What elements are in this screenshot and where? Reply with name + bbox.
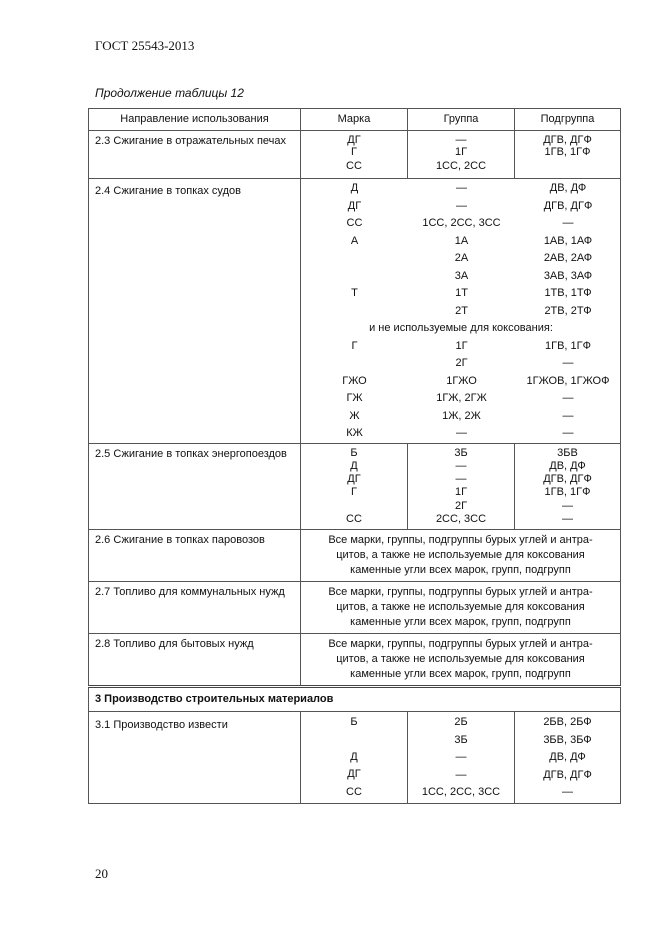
subgroup-value: — (562, 512, 573, 525)
col-header-direction: Направление использования (89, 109, 301, 131)
group-value: 1СС, 2СС (435, 160, 487, 172)
description-line: цитов, а также не используемые для коксования (336, 653, 585, 666)
direction-cell: 2.8 Топливо для бытовых нужд (89, 634, 301, 687)
subgroup-value: — (562, 499, 573, 512)
subgroup-cell (515, 712, 621, 804)
table-row-2-5 (89, 443, 621, 530)
merged-description-cell (301, 530, 621, 582)
page-number: 20 (95, 866, 108, 881)
mark-value (301, 355, 408, 373)
mark-value: А (350, 234, 359, 247)
mark-value (301, 268, 408, 286)
group-value: 3Б (454, 446, 468, 459)
direction-cell: 2.4 Сжигание в топках судов (89, 179, 301, 444)
mark-value: СС (346, 217, 363, 229)
mark-value: Г (351, 146, 357, 158)
group-value: 1Т (455, 287, 468, 299)
subgroup-value: 1ГВ, 1ГФ (545, 339, 591, 352)
subgroup-value (515, 158, 620, 175)
mark-value: Д (350, 750, 358, 763)
group-value: — (456, 199, 467, 212)
group-value: 2А (454, 252, 469, 264)
document-code: ГОСТ 25543-2013 (95, 38, 195, 53)
subgroup-value: ДВ, ДФ (549, 459, 586, 472)
mark-value: ДГ (347, 199, 362, 212)
subgroup-value: 2АВ, 2АФ (543, 252, 593, 264)
subgroup-cell (515, 443, 621, 530)
direction-cell: 2.5 Сжигание в топках энергопоездов (89, 443, 301, 530)
table-row-2-6 (89, 530, 621, 582)
merged-description-cell (301, 634, 621, 687)
subgroup-value: ДВ, ДФ (549, 182, 587, 194)
mark-value: Д (350, 459, 358, 472)
direction-cell: 3.1 Производство извести (89, 712, 301, 804)
description-line: каменные угли всех марок, групп, подгрупп (350, 564, 571, 577)
subgroup-value: 1АВ, 1АФ (543, 234, 593, 247)
mark-value (301, 250, 408, 268)
mark-value: Б (350, 716, 358, 729)
direction-cell: 2.3 Сжигание в отражательных печах (89, 131, 301, 179)
col-header-subgroup: Подгруппа (515, 109, 621, 131)
subgroup-value: ДГВ, ДГФ (543, 473, 592, 486)
group-value: 1А (454, 234, 469, 247)
group-value: 2Т (455, 304, 468, 317)
mark-cell (301, 131, 408, 179)
subgroup-value: ДГВ, ДГФ (543, 134, 592, 146)
subgroup-value: ДГВ, ДГФ (543, 768, 592, 781)
subgroup-value: 1ГВ, 1ГФ (544, 146, 591, 158)
subgroup-value: 1ГВ, 1ГФ (544, 486, 591, 499)
mark-value: Д (350, 182, 359, 194)
mark-value (301, 303, 408, 321)
merged-description-cell (301, 582, 621, 634)
mark-value: ГЖ (346, 392, 363, 404)
note-text: и не используемые для коксования: (369, 322, 553, 334)
group-value: 1Ж, 2Ж (442, 409, 481, 422)
coal-usage-table (88, 108, 621, 804)
mark-value: Г (351, 339, 358, 352)
description-line: каменные угли всех марок, групп, подгрупп (350, 616, 571, 629)
description-line: цитов, а также не используемые для коксования (336, 601, 585, 614)
subgroup-value: — (562, 409, 574, 422)
mark-value (301, 732, 407, 749)
table-row-2-7 (89, 582, 621, 634)
values-block (301, 179, 621, 444)
col-header-group: Группа (408, 109, 515, 131)
group-value: — (455, 751, 467, 764)
group-value: 2Б (454, 716, 468, 729)
subgroup-cell (515, 131, 621, 179)
mark-value: ДГ (347, 768, 361, 781)
mark-value: СС (346, 785, 362, 798)
direction-cell: 2.6 Сжигание в топках паровозов (89, 530, 301, 582)
group-value: 2СС, 3СС (435, 512, 487, 525)
subgroup-value: ДГВ, ДГФ (543, 199, 593, 212)
subgroup-value: — (562, 357, 574, 369)
mark-value: Т (351, 287, 358, 299)
subgroup-value: 2ТВ, 2ТФ (544, 304, 592, 317)
mark-value: ДГ (347, 473, 361, 486)
mark-value: СС (346, 160, 362, 172)
description-line: Все марки, группы, подгруппы бурых углей и антра- (328, 534, 593, 547)
group-value: 2Г (454, 499, 468, 512)
section-heading: 3 Производство строительных материалов (89, 687, 621, 712)
description-line: цитов, а также не используемые для коксования (336, 549, 585, 562)
col-header-mark: Марка (301, 109, 408, 131)
table-row-2-3 (89, 131, 621, 179)
group-value: 1ГЖО (446, 374, 477, 387)
mark-cell (301, 712, 408, 804)
group-value: — (455, 473, 467, 486)
group-value: 1Г (454, 486, 468, 499)
group-value: 2Г (455, 357, 468, 369)
mark-value: СС (346, 512, 362, 525)
group-value: 3Б (454, 733, 468, 746)
mark-value: Г (351, 486, 357, 499)
subgroup-value: — (562, 392, 574, 404)
subgroup-value: ДВ, ДФ (549, 751, 586, 764)
section-heading-row (89, 687, 621, 712)
mark-value: ДГ (347, 134, 361, 146)
group-cell (408, 712, 515, 804)
subgroup-value: 1ТВ, 1ТФ (544, 287, 592, 299)
mark-value: ГЖО (342, 374, 367, 387)
table-row-2-8 (89, 634, 621, 687)
group-cell (408, 443, 515, 530)
group-value: — (456, 182, 467, 194)
mark-cell (301, 443, 408, 530)
table-row-3-1 (89, 712, 621, 804)
group-value: — (455, 459, 467, 472)
mark-value: КЖ (346, 427, 363, 439)
subgroup-value: — (562, 217, 574, 229)
description-line: Все марки, группы, подгруппы бурых углей и антра- (328, 638, 593, 651)
group-value: — (455, 768, 467, 781)
subgroup-value: — (562, 427, 574, 439)
description-line: каменные угли всех марок, групп, подгрупп (350, 668, 571, 681)
group-value: 1Г (454, 146, 468, 158)
group-value: — (456, 427, 467, 439)
group-cell (408, 131, 515, 179)
mark-value: Ж (349, 409, 360, 422)
subgroup-value: 3БВ (557, 446, 578, 459)
group-value: 1Г (455, 339, 468, 352)
mark-value: Б (350, 446, 358, 459)
description-line: Все марки, группы, подгруппы бурых углей и антра- (328, 586, 593, 599)
group-value: 3А (454, 269, 469, 282)
subgroup-value: 1ГЖОВ, 1ГЖОФ (526, 374, 610, 387)
table-row-2-4 (89, 179, 621, 444)
table-caption: Продолжение таблицы 12 (95, 86, 244, 100)
subgroup-value: 2БВ, 2БФ (543, 716, 592, 729)
subgroup-value: 3БВ, 3БФ (543, 733, 592, 746)
group-value: — (455, 134, 467, 146)
subgroup-value: 3АВ, 3АФ (543, 269, 593, 282)
group-value: 1СС, 2СС, 3СС (422, 217, 501, 229)
group-value: 1СС, 2СС, 3СС (421, 786, 501, 799)
group-value: 1ГЖ, 2ГЖ (436, 392, 487, 404)
mark-value (301, 500, 407, 513)
direction-cell: 2.7 Топливо для коммунальных нужд (89, 582, 301, 634)
subgroup-value: — (562, 786, 573, 799)
table-header-row (89, 109, 621, 131)
